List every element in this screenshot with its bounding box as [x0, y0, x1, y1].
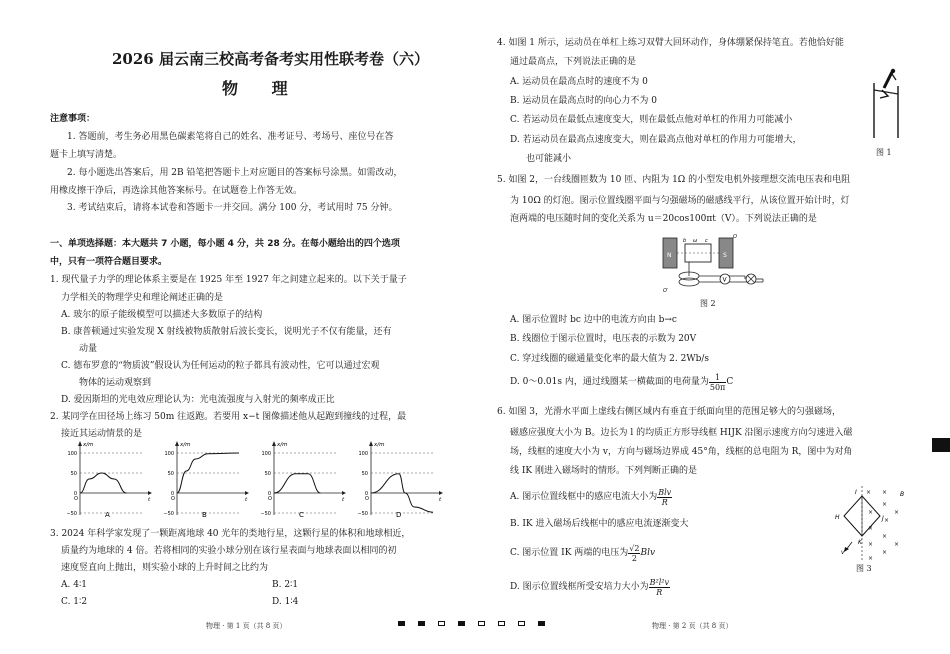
x-axis-label: t [148, 497, 151, 503]
figure-2 [655, 230, 770, 295]
svg-text:×: × [894, 509, 900, 516]
y-tick-label: −50 [163, 511, 174, 517]
q1-option-b1: B. 康普顿通过实验发现 X 射线被物质散射后波长变长，说明光子不仅有能量，还有 [61, 327, 392, 337]
svg-text:×: × [884, 517, 890, 524]
svg-text:×: × [868, 555, 874, 562]
q4-stem-1: 4. 如图 1 所示，运动员在单杠上练习双臂大回环动作，身体绷紧保持笔直。若他恰好能 [497, 38, 844, 48]
q1-stem-2: 力学相关的物理学史和理论阐述正确的是 [61, 293, 224, 303]
x-t-curve [80, 473, 127, 493]
q6-option-a-text: A. 图示位置线框中的感应电流大小为 [510, 492, 658, 502]
svg-text:×: × [882, 549, 888, 556]
footer-left: 物理 · 第 1 页（共 8 页） [206, 622, 287, 630]
origin-label: O [268, 496, 272, 502]
svg-text:×: × [894, 541, 900, 548]
q6-stem-2: 磁感应强度大小为 B。边长为 l 的均质正方形导线框 HIJK 沿图示速度方向匀速进入磁 [510, 428, 853, 438]
y-tick-label: 100 [67, 451, 77, 457]
marker-square [398, 621, 405, 626]
fraction-denominator: R [661, 497, 668, 507]
fraction-numerator: 1 [709, 373, 726, 383]
q6-stem-3: 场，线框的速度大小为 v，方向与磁场边界成 45°角，线框的总电阻为 R，图中为对角 [510, 447, 853, 457]
x-axis-label: t [245, 497, 248, 503]
q4-option-d2: 也可能减小 [526, 154, 572, 164]
y-axis-label: x/m [83, 442, 94, 448]
q5-option-c: C. 穿过线圈的磁通量变化率的最大值为 2. 2Wb/s [510, 354, 709, 364]
y-tick-label: 100 [261, 451, 271, 457]
origin-label: O [74, 496, 78, 502]
marker-square [458, 621, 465, 626]
marker-square [418, 621, 425, 626]
q6-option-c-suffix: Blv [640, 548, 656, 558]
figure-1-caption: 图 1 [876, 148, 892, 157]
y-axis-arrow [369, 441, 373, 446]
q6-stem-1: 6. 如图 3，光滑水平面上虚线右侧区域内有垂直于纸面向里的范围足够大的匀强磁场， [497, 407, 842, 417]
label-h: H [835, 514, 840, 521]
origin-label: O [365, 496, 369, 502]
q6-option-c [510, 540, 655, 566]
y-tick-label: 0 [170, 491, 174, 497]
q3-option-c: C. 1∶2 [61, 597, 88, 607]
y-tick-label: −50 [260, 511, 271, 517]
y-tick-label: 0 [73, 491, 77, 497]
notes-heading: 注意事项： [50, 114, 96, 124]
y-tick-label: 50 [264, 471, 271, 477]
x-axis-arrow [148, 491, 152, 495]
note-2a: 2. 每小题选出答案后，用 2B 铅笔把答题卡上对应题目的答案标号涂黑。如需改动， [67, 168, 403, 178]
svg-text:×: × [882, 501, 888, 508]
svg-text:×: × [868, 509, 874, 516]
q1-option-b2: 动量 [79, 344, 98, 354]
q1-option-d: D. 爱因斯坦的光电效应理论认为：光电流强度与入射光的频率成正比 [61, 395, 335, 405]
y-tick-label: −50 [66, 511, 77, 517]
q1-option-c2: 物体的运动观察到 [79, 378, 152, 388]
label-b-field: B [900, 491, 905, 498]
fraction-numerator: √2 [629, 543, 640, 553]
page-edge-tab [932, 438, 950, 452]
y-axis-label: x/m [277, 442, 288, 448]
q6-option-a [510, 484, 672, 510]
note-1b: 题卡上填写清楚。 [50, 150, 123, 160]
subject-title: 物 理 [222, 79, 302, 98]
y-tick-label: 0 [364, 491, 368, 497]
q6-option-b: B. IK 进入磁场后线框中的感应电流逐渐变大 [510, 519, 689, 529]
exam-title: 2026 届云南三校高考备考实用性联考卷（六） [112, 50, 429, 68]
fraction-denominator: R [656, 587, 663, 597]
label-velocity: v [841, 549, 845, 556]
note-1a: 1. 答题前，考生务必用黑色碳素笔将自己的姓名、准考证号、考场号、座位号在答 [67, 132, 394, 142]
q6-option-a-fraction [657, 488, 672, 507]
q6-option-d-text: D. 图示位置线框所受安培力大小为 [510, 582, 649, 592]
label-c: c [705, 238, 708, 244]
q3-option-b: B. 2∶1 [272, 580, 299, 590]
q5-stem-2: 为 10Ω 的灯泡。图示位置线圈平面与匀强磁场的磁感线平行，从该位置开始计时，灯 [510, 196, 850, 206]
q2-stem-2: 接近其运动情景的是 [61, 429, 143, 439]
fraction-numerator: B²l²v [649, 577, 669, 587]
q4-option-d1: D. 若运动员在最高点速度变大，则在最高点他对单杠的作用力可能增大， [510, 135, 802, 145]
y-tick-label: 50 [70, 471, 77, 477]
figure-2-caption: 图 2 [700, 299, 716, 308]
q4-option-a: A. 运动员在最高点时的速度不为 0 [510, 77, 648, 87]
y-tick-label: 50 [361, 471, 368, 477]
q5-option-d-text: D. 0～0.01s 内，通过线圈某一横截面的电荷量为 [510, 377, 709, 387]
q5-stem-3: 泡两端的电压随时间的变化关系为 u＝20cos100πt（V）。下列说法正确的是 [510, 214, 817, 224]
graph-option-label: C [299, 511, 304, 519]
label-i: I [855, 489, 857, 496]
label-omega: ω [693, 238, 698, 244]
q1-option-a: A. 玻尔的原子能级模型可以描述大多数原子的结构 [61, 310, 263, 320]
svg-text:×: × [882, 533, 888, 540]
q2-graph-svg [58, 439, 448, 519]
note-3: 3. 考试结束后，请将本试卷和答题卡一并交回。满分 100 分，考试用时 75 分钟。 [67, 203, 398, 213]
graph-option-label: A [105, 511, 110, 519]
y-axis-arrow [272, 441, 276, 446]
marker-square [438, 621, 445, 626]
fraction-denominator: 2 [631, 553, 637, 563]
marker-square [538, 621, 545, 626]
x-axis-label: t [342, 497, 345, 503]
q3-stem-2: 质量约为地球的 4 倍。若将相同的实验小球分别在该行星表面与地球表面以相同的初 [61, 546, 397, 556]
marker-square [498, 621, 505, 626]
label-b: b [683, 238, 687, 244]
y-tick-label: 50 [167, 471, 174, 477]
graph-option-label: B [202, 511, 207, 519]
x-axis-label: t [439, 497, 442, 503]
svg-text:×: × [868, 541, 874, 548]
marker-square [518, 621, 525, 626]
label-o-prime: O′ [663, 288, 669, 294]
square-loop-field-illustration [822, 484, 912, 564]
q5-option-d [510, 370, 733, 394]
svg-text:×: × [866, 489, 872, 496]
x-axis-arrow [439, 491, 443, 495]
y-axis-arrow [175, 441, 179, 446]
q3-option-d: D. 1∶4 [272, 597, 299, 607]
q4-option-c: C. 若运动员在最低点速度变大，则在最低点他对单杠的作用力可能减小 [510, 115, 793, 125]
q5-option-d-unit: C [726, 377, 734, 387]
q6-stem-4: 线 IK 刚进入磁场时的情形。下列判断正确的是 [510, 466, 698, 476]
q2-stem-1: 2. 某同学在田径场上练习 50m 往返跑。若要用 x−t 图像描述他从起跑到撞线的过程，最 [50, 412, 407, 422]
origin-label: O [171, 496, 175, 502]
label-k: K [858, 539, 862, 546]
q5-option-a: A. 图示位置时 bc 边中的电流方向由 b→c [510, 315, 677, 325]
marker-square [478, 621, 485, 626]
svg-text:×: × [882, 489, 888, 496]
fraction-numerator: Blv [658, 487, 672, 497]
y-axis-label: x/m [180, 442, 191, 448]
q6-option-d-fraction [649, 578, 670, 597]
y-tick-label: 100 [164, 451, 174, 457]
voltmeter-label: V [722, 276, 727, 284]
q5-stem-1: 5. 如图 2，一台线圈匝数为 10 匝、内阻为 1Ω 的小型发电机外接理想交流电压表和电阻 [497, 175, 851, 185]
label-o: O [733, 234, 737, 240]
x-axis-arrow [245, 491, 249, 495]
fraction-denominator: 50π [709, 382, 726, 392]
q1-option-c1: C. 德布罗意的“物质波”假设认为任何运动的粒子都具有波动性，它可以通过宏观 [61, 361, 380, 371]
q5-option-b: B. 线圈位于图示位置时，电压表的示数为 20V [510, 334, 697, 344]
q6-option-c-text: C. 图示位置 IK 两端的电压为 [510, 548, 629, 558]
note-2b: 用橡皮擦干净后，再选涂其他答案标号。在试题卷上作答无效。 [50, 186, 303, 196]
graph-option-label: D [396, 511, 402, 519]
magnet-n-label: N [667, 252, 672, 259]
footer-right: 物理 · 第 2 页（共 8 页） [652, 622, 733, 630]
label-j: J [882, 515, 884, 522]
section1-line1: 一、单项选择题：本大题共 7 小题，每小题 4 分，共 28 分。在每小题给出的四个选项 [50, 239, 400, 249]
q5-option-d-fraction [709, 373, 726, 392]
q4-option-b: B. 运动员在最高点时的向心力不为 0 [510, 96, 657, 106]
q3-stem-1: 3. 2024 年科学家发现了一颗距离地球 40 光年的类地行星，这颗行星的体积和地球相近， [50, 529, 411, 539]
q3-option-a: A. 4∶1 [61, 580, 88, 590]
x-t-curve [274, 474, 321, 493]
generator-illustration [655, 230, 770, 295]
y-axis-label: x/m [374, 442, 385, 448]
figure-3-caption: 图 3 [856, 564, 872, 573]
q6-option-c-fraction [628, 544, 640, 563]
figure-3 [822, 484, 912, 564]
y-tick-label: 0 [267, 491, 271, 497]
svg-text:×: × [868, 525, 874, 532]
y-tick-label: −50 [357, 511, 368, 517]
q1-stem-1: 1. 现代量子力学的理论体系主要是在 1925 年至 1927 年之间建立起来的。以下关于量子 [50, 275, 407, 285]
q3-stem-3: 速度竖直向上抛出，则实验小球的上升时间之比约为 [61, 563, 269, 573]
q4-stem-2: 通过最高点，下列说法正确的是 [510, 57, 637, 67]
q2-graphs [58, 439, 448, 519]
y-axis-arrow [78, 441, 82, 446]
q6-option-d [510, 574, 670, 600]
magnet-s-label: S [723, 252, 727, 259]
section1-line2: 中，只有一项符合题目要求。 [50, 257, 168, 267]
x-axis-arrow [342, 491, 346, 495]
y-tick-label: 100 [358, 451, 368, 457]
